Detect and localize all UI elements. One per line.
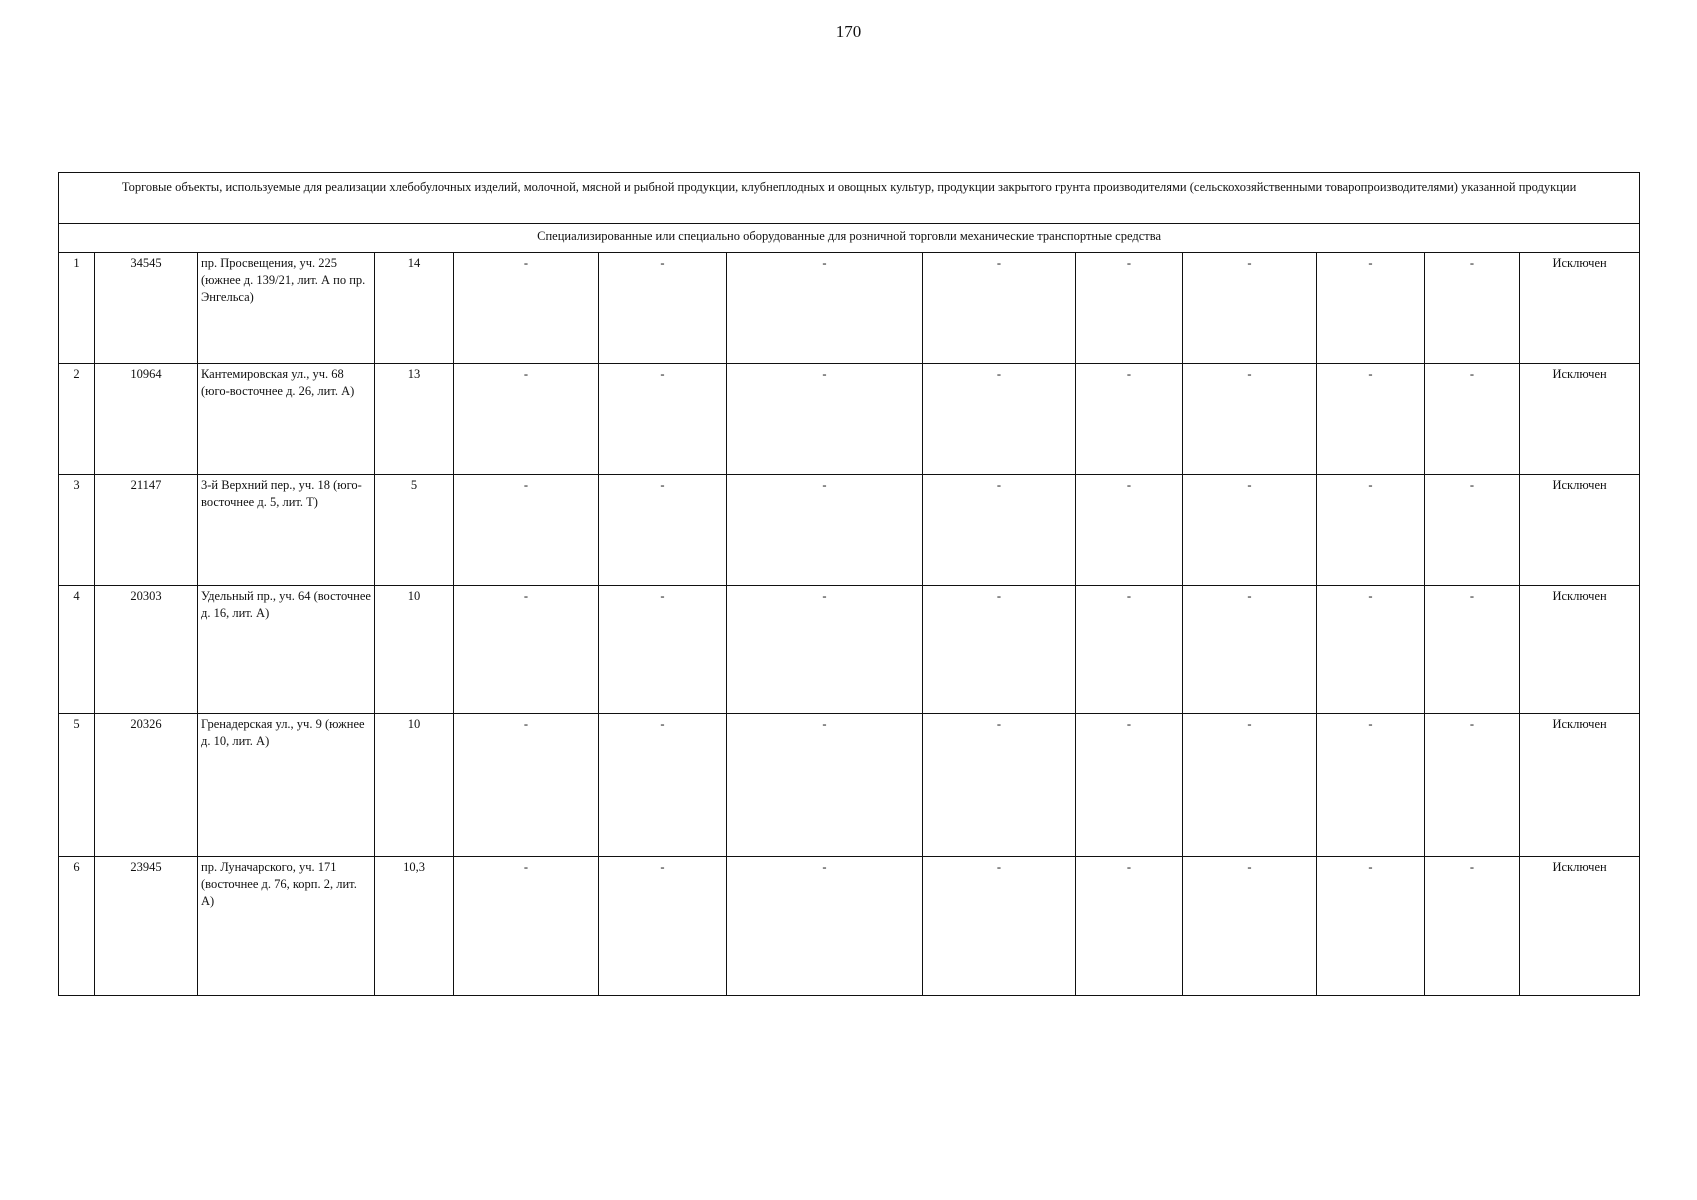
dash-cell: - bbox=[923, 586, 1076, 714]
object-id: 10964 bbox=[95, 364, 198, 475]
row-number: 6 bbox=[59, 857, 95, 996]
dash-cell: - bbox=[727, 253, 923, 364]
value-cell: 10 bbox=[375, 714, 454, 857]
dash-cell: - bbox=[1425, 364, 1520, 475]
address: 3-й Верхний пер., уч. 18 (юго-восточнее д. 5, лит. Т) bbox=[198, 475, 375, 586]
row-number: 3 bbox=[59, 475, 95, 586]
dash-cell: - bbox=[1076, 586, 1183, 714]
row-number: 5 bbox=[59, 714, 95, 857]
dash-cell: - bbox=[454, 714, 599, 857]
status-cell: Исключен bbox=[1520, 475, 1640, 586]
object-id: 34545 bbox=[95, 253, 198, 364]
row-number: 2 bbox=[59, 364, 95, 475]
address: Гренадерская ул., уч. 9 (южнее д. 10, лит. А) bbox=[198, 714, 375, 857]
table-row bbox=[59, 714, 1640, 857]
value-cell: 10 bbox=[375, 586, 454, 714]
dash-cell: - bbox=[923, 475, 1076, 586]
page-number: 170 bbox=[835, 22, 862, 41]
status-cell: Исключен bbox=[1520, 364, 1640, 475]
status-cell: Исключен bbox=[1520, 586, 1640, 714]
dash-cell: - bbox=[599, 857, 727, 996]
subsection-header-row bbox=[59, 224, 1640, 253]
dash-cell: - bbox=[1425, 586, 1520, 714]
section-header: Торговые объекты, используемые для реализации хлебобулочных изделий, молочной, мясной и рыбной продукции, клубнеплодных и овощных культур, продукции закрытого грунта производителями (сельскохозяйственными товаропроизводителями) указанной продукции bbox=[59, 173, 1640, 224]
object-id: 20326 bbox=[95, 714, 198, 857]
dash-cell: - bbox=[454, 857, 599, 996]
status-cell: Исключен bbox=[1520, 714, 1640, 857]
table-row bbox=[59, 857, 1640, 996]
dash-cell: - bbox=[1317, 475, 1425, 586]
dash-cell: - bbox=[1425, 253, 1520, 364]
dash-cell: - bbox=[923, 253, 1076, 364]
dash-cell: - bbox=[727, 475, 923, 586]
dash-cell: - bbox=[1317, 253, 1425, 364]
dash-cell: - bbox=[727, 857, 923, 996]
address: Удельный пр., уч. 64 (восточнее д. 16, лит. А) bbox=[198, 586, 375, 714]
dash-cell: - bbox=[599, 586, 727, 714]
dash-cell: - bbox=[599, 714, 727, 857]
dash-cell: - bbox=[1183, 364, 1317, 475]
dash-cell: - bbox=[1076, 253, 1183, 364]
dash-cell: - bbox=[454, 364, 599, 475]
dash-cell: - bbox=[923, 714, 1076, 857]
dash-cell: - bbox=[1317, 857, 1425, 996]
row-number: 1 bbox=[59, 253, 95, 364]
value-cell: 5 bbox=[375, 475, 454, 586]
row-number: 4 bbox=[59, 586, 95, 714]
value-cell: 10,3 bbox=[375, 857, 454, 996]
dash-cell: - bbox=[1317, 364, 1425, 475]
dash-cell: - bbox=[454, 475, 599, 586]
dash-cell: - bbox=[1183, 857, 1317, 996]
dash-cell: - bbox=[923, 857, 1076, 996]
dash-cell: - bbox=[1076, 714, 1183, 857]
dash-cell: - bbox=[1317, 586, 1425, 714]
dash-cell: - bbox=[1183, 586, 1317, 714]
object-id: 20303 bbox=[95, 586, 198, 714]
address: Кантемировская ул., уч. 68 (юго-восточнее д. 26, лит. А) bbox=[198, 364, 375, 475]
table-row bbox=[59, 475, 1640, 586]
dash-cell: - bbox=[1076, 364, 1183, 475]
dash-cell: - bbox=[1076, 857, 1183, 996]
table-row bbox=[59, 364, 1640, 475]
table-row bbox=[59, 586, 1640, 714]
register-table bbox=[58, 172, 1640, 996]
address: пр. Луначарского, уч. 171 (восточнее д. 76, корп. 2, лит. А) bbox=[198, 857, 375, 996]
dash-cell: - bbox=[454, 586, 599, 714]
address: пр. Просвещения, уч. 225 (южнее д. 139/21, лит. А по пр. Энгельса) bbox=[198, 253, 375, 364]
value-cell: 14 bbox=[375, 253, 454, 364]
dash-cell: - bbox=[727, 586, 923, 714]
status-cell: Исключен bbox=[1520, 253, 1640, 364]
dash-cell: - bbox=[599, 364, 727, 475]
dash-cell: - bbox=[1183, 475, 1317, 586]
dash-cell: - bbox=[727, 714, 923, 857]
dash-cell: - bbox=[1425, 714, 1520, 857]
object-id: 23945 bbox=[95, 857, 198, 996]
dash-cell: - bbox=[1317, 714, 1425, 857]
subsection-header: Специализированные или специально оборудованные для розничной торговли механические транспортные средства bbox=[59, 224, 1640, 253]
dash-cell: - bbox=[1183, 714, 1317, 857]
dash-cell: - bbox=[599, 253, 727, 364]
dash-cell: - bbox=[1076, 475, 1183, 586]
table-row bbox=[59, 253, 1640, 364]
dash-cell: - bbox=[1183, 253, 1317, 364]
dash-cell: - bbox=[1425, 475, 1520, 586]
dash-cell: - bbox=[923, 364, 1076, 475]
section-header-row bbox=[59, 173, 1640, 224]
dash-cell: - bbox=[727, 364, 923, 475]
dash-cell: - bbox=[454, 253, 599, 364]
dash-cell: - bbox=[1425, 857, 1520, 996]
dash-cell: - bbox=[599, 475, 727, 586]
value-cell: 13 bbox=[375, 364, 454, 475]
object-id: 21147 bbox=[95, 475, 198, 586]
status-cell: Исключен bbox=[1520, 857, 1640, 996]
